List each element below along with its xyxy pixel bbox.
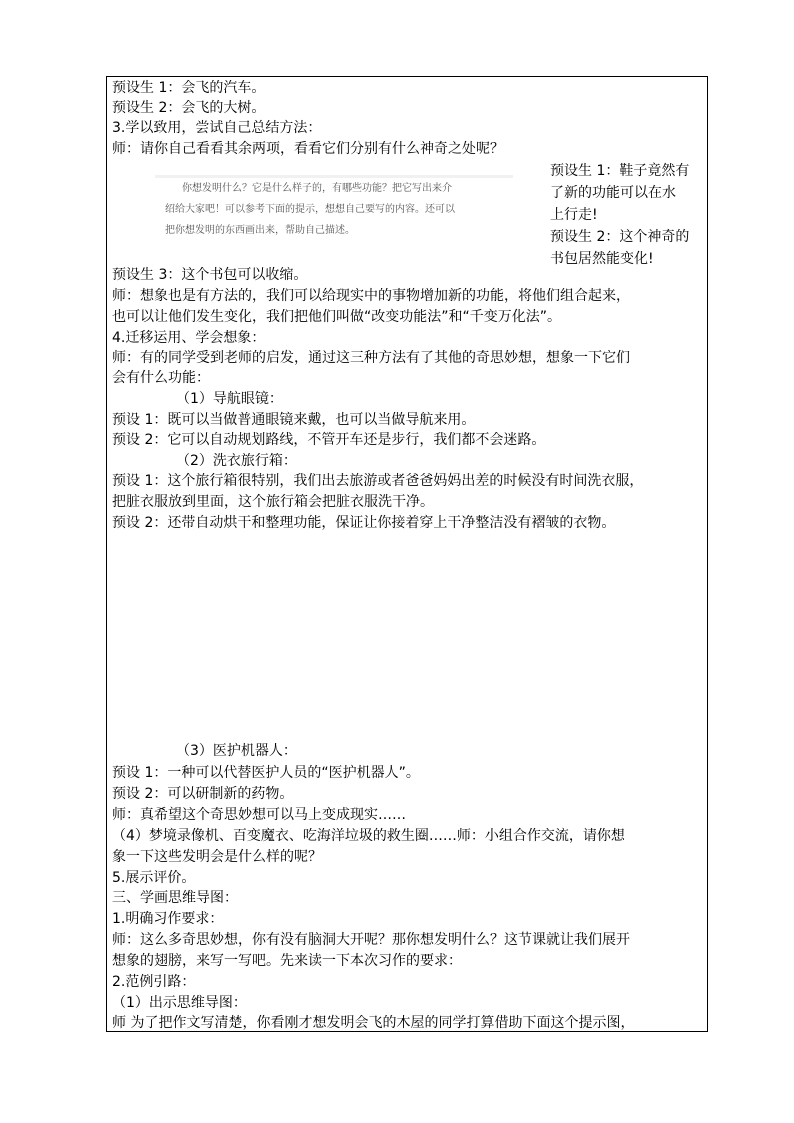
text-line: 预设 1：既可以当做普通眼镜来戴，也可以当做导航来用。 [112,412,476,428]
text-line: 师：请你自己看看其余两项，看看它们分别有什么神奇之处呢？ [112,141,504,157]
text-line: 把脏衣服放到里面，这个旅行箱会把脏衣服洗干净。 [112,494,434,510]
text-line: （3）医护机器人： [176,743,297,759]
text-line: 预设 2：还带自动烘干和整理功能，保证让你接着穿上干净整洁没有褶皱的衣物。 [112,515,616,531]
text-line: 会有什么功能： [112,370,210,386]
text-line: 师 为了把作文写清楚，你看刚才想发明会飞的木屋的同学打算借助下面这个提示图， [112,1015,635,1031]
text-line: 三、学画思维导图： [112,890,238,906]
text-line: （2）洗衣旅行箱： [176,453,297,469]
text-line: （1）导航眼镜： [176,391,283,407]
text-line: 也可以让他们发生变化，我们把他们叫做“改变功能法”和“千变万化法”。 [112,309,562,325]
text-line: 象一下这些发明会是什么样的呢？ [112,849,322,865]
side-note-line: 书包居然能变化! [550,251,654,267]
text-line: 师：这么多奇思妙想，你有没有脑洞大开呢？那你想发明什么？这节课就让我们展开 [112,932,630,948]
side-note-line: 了新的功能可以在水 [550,185,676,201]
side-note-line: 上行走! [550,207,598,223]
text-line: 预设 1：一种可以代替医护人员的“医护机器人”。 [112,765,420,781]
textbook-excerpt-image [155,175,513,243]
text-line: 师：有的同学受到老师的启发，通过这三种方法有了其他的奇思妙想，想象一下它们 [112,350,630,366]
side-note-line: 预设生 1：鞋子竟然有 [550,163,690,179]
text-line: （4）梦境录像机、百变魔衣、吃海洋垃圾的救生圈……师：小组合作交流，请你想 [112,828,625,844]
text-line: 5.展示评价。 [112,870,196,886]
text-line: 师：真希望这个奇思妙想可以马上变成现实…… [112,807,406,823]
text-line: 1.明确习作要求： [112,911,224,927]
excerpt-line: 绍给大家吧！可以参考下面的提示，想想自己要写的内容。还可以 [165,204,455,215]
text-line: （1）出示思维导图： [112,995,247,1011]
text-line: 预设 1：这个旅行箱很特别，我们出去旅游或者爸爸妈妈出差的时候没有时间洗衣服， [112,473,644,489]
excerpt-line: 把你想发明的东西画出来，帮助自己描述。 [165,225,355,236]
text-line: 4.迁移运用、学会想象： [112,330,266,346]
excerpt-line: 你想发明什么？它是什么样子的，有哪些功能？把它写出来介 [182,183,452,194]
text-line: 预设 2：它可以自动规划路线，不管开车还是步行，我们都不会迷路。 [112,432,546,448]
text-line: 预设生 1：会飞的汽车。 [112,80,266,96]
text-line: 2.范例引路： [112,974,196,990]
text-line: 师：想象也是有方法的，我们可以给现实中的事物增加新的功能，将他们组合起来， [112,288,630,304]
text-line: 预设生 3：这个书包可以收缩。 [112,267,308,283]
text-line: 3.学以致用，尝试自己总结方法： [112,120,322,136]
text-line: 预设 2：可以研制新的药物。 [112,786,294,802]
side-note-line: 预设生 2：这个神奇的 [550,229,690,245]
text-line: 想象的翅膀，来写一写吧。先来读一下本次习作的要求： [112,953,462,969]
text-line: 预设生 2：会飞的大树。 [112,100,266,116]
